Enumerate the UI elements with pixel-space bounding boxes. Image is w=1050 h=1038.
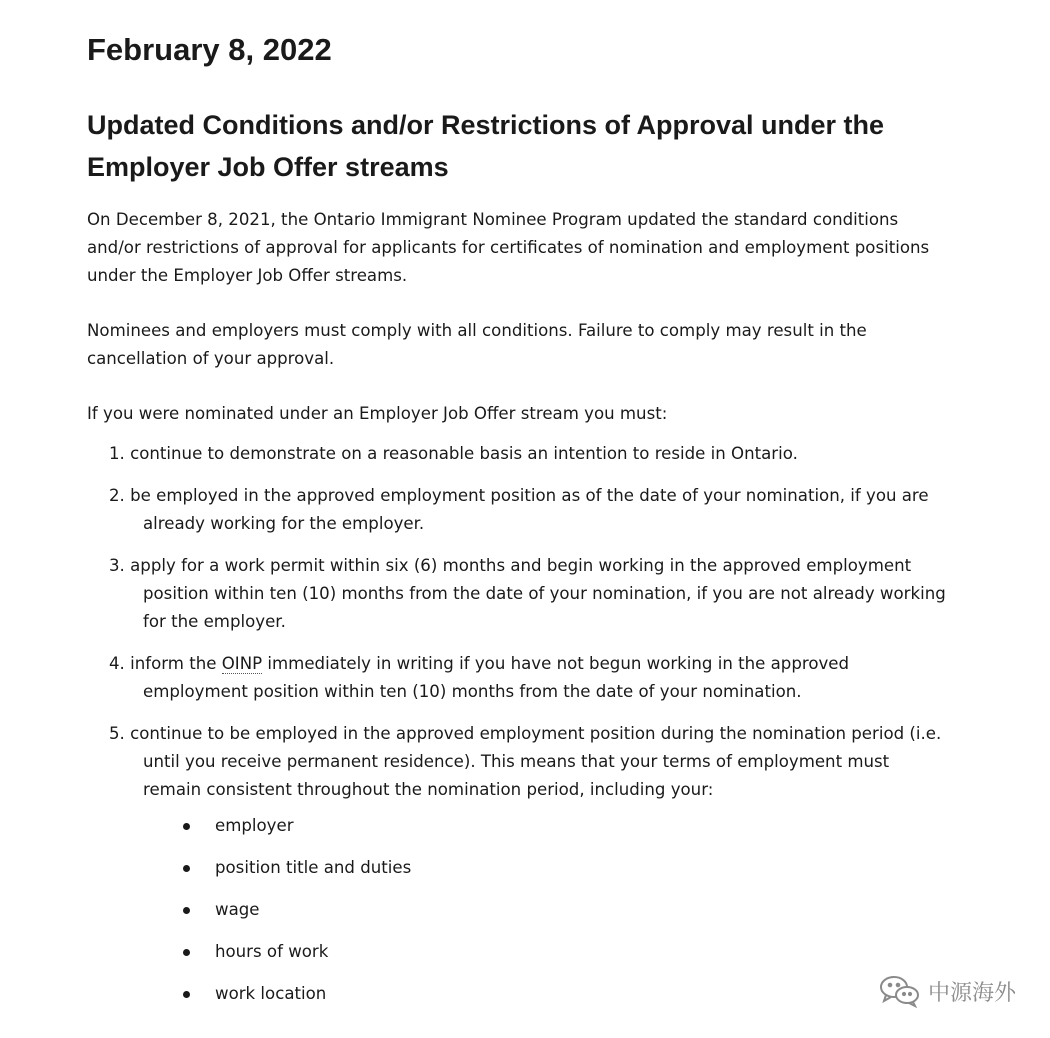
section-title: Updated Conditions and/or Restrictions of Approval under the Employer Job Offer streams <box>87 110 885 182</box>
bullet-icon <box>183 949 190 956</box>
condition-item: 5. continue to be employed in the approved employment position during the nomination period (i.e. until you receive permanent residence). This means that your terms of employment must remain consistent throughout the nomination period, including your: employer position title and duties wage hours of work work location <box>109 720 947 1008</box>
conditions-list <box>87 440 947 1008</box>
bullet-icon <box>183 991 190 998</box>
bullet-icon <box>183 823 190 830</box>
condition-item: 3. apply for a work permit within six (6) months and begin working in the approved employment position within ten (10) months from the date of your nomination, if you are not already working for the employer. <box>109 556 946 631</box>
wechat-icon <box>878 974 922 1008</box>
bullet-icon <box>183 907 190 914</box>
term-item: hours of work <box>183 938 947 966</box>
condition-item: 1. continue to demonstrate on a reasonable basis an intention to reside in Ontario. <box>109 444 798 463</box>
date-heading: February 8, 2022 <box>87 32 332 67</box>
term-item: employer <box>183 812 947 840</box>
watermark <box>878 974 1016 1008</box>
article <box>87 30 947 1022</box>
term-item: wage <box>183 896 947 924</box>
condition-item: 4. inform the OINP immediately in writing if you have not begun working in the approved employment position within ten (10) months from the date of your nomination. <box>109 654 850 701</box>
watermark-text: 中源海外 <box>927 980 1016 1006</box>
bullet-icon <box>183 865 190 872</box>
paragraph-intro: If you were nominated under an Employer Job Offer stream you must: <box>87 404 668 423</box>
condition-item: 2. be employed in the approved employment position as of the date of your nomination, if you are already working for the employer. <box>109 486 929 533</box>
term-item: work location <box>183 980 947 1008</box>
oinp-abbreviation[interactable]: OINP <box>221 654 263 673</box>
employment-terms-list <box>143 812 947 1008</box>
paragraph-update: On December 8, 2021, the Ontario Immigrant Nominee Program updated the standard conditions and/or restrictions of approval for applicants for certificates of nomination and employment positions under the Employer Job Offer streams. <box>87 210 930 285</box>
term-item: position title and duties <box>183 854 947 882</box>
paragraph-compliance: Nominees and employers must comply with all conditions. Failure to comply may result in the cancellation of your approval. <box>87 321 867 368</box>
